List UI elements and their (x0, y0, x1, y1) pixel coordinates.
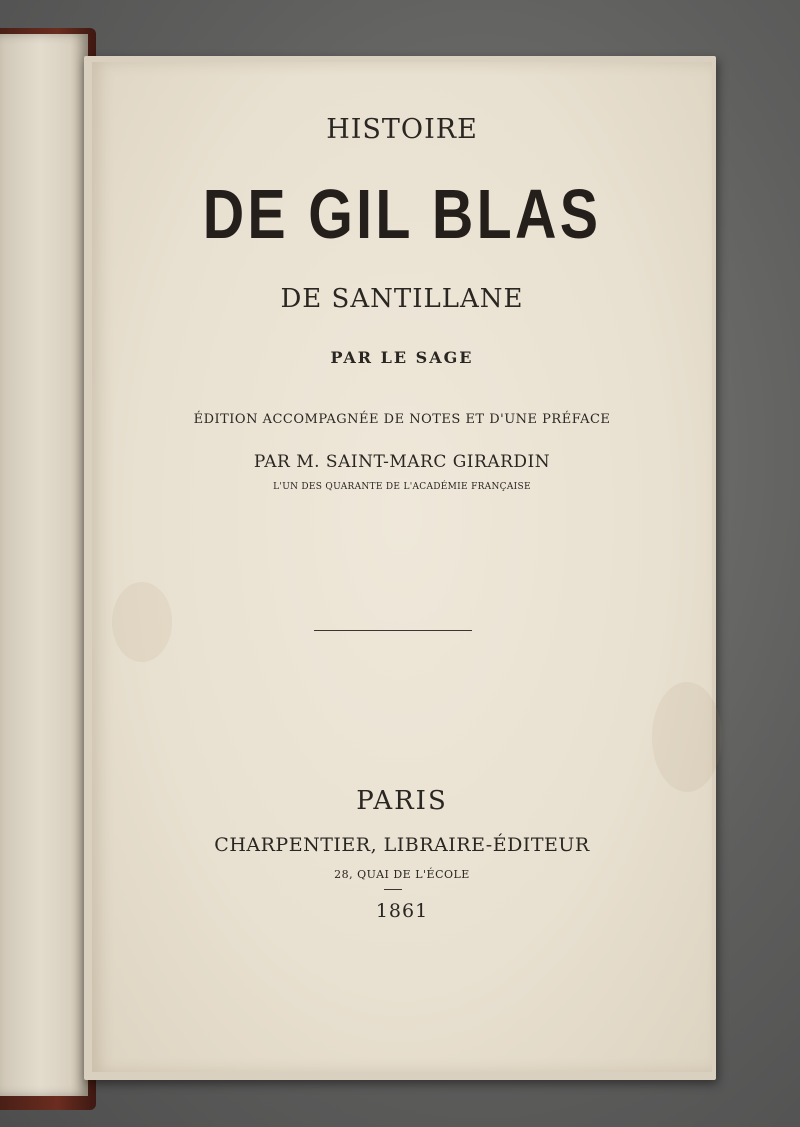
page-stain (652, 682, 722, 792)
title-page (92, 62, 712, 1072)
small-divider (384, 889, 402, 890)
main-title: DE GIL BLAS (202, 175, 602, 253)
divider-rule (314, 630, 472, 631)
publisher-address: 28, QUAI DE L'ÉCOLE (334, 868, 470, 881)
editor-line: PAR M. SAINT-MARC GIRARDIN (253, 452, 551, 472)
left-page (0, 34, 88, 1096)
edition-note: ÉDITION ACCOMPAGNÉE DE NOTES ET D'UNE PRÉFACE (193, 412, 611, 427)
city: PARIS (356, 786, 448, 816)
page-stain (112, 582, 172, 662)
academy-note: L'UN DES QUARANTE DE L'ACADÉMIE FRANÇAISE (273, 482, 531, 492)
author-line: PAR LE SAGE (330, 348, 474, 367)
subtitle: DE SANTILLANE (280, 284, 524, 314)
histoire-heading: HISTOIRE (326, 114, 478, 145)
publisher: CHARPENTIER, LIBRAIRE-ÉDITEUR (214, 834, 590, 856)
publication-year: 1861 (375, 900, 429, 922)
